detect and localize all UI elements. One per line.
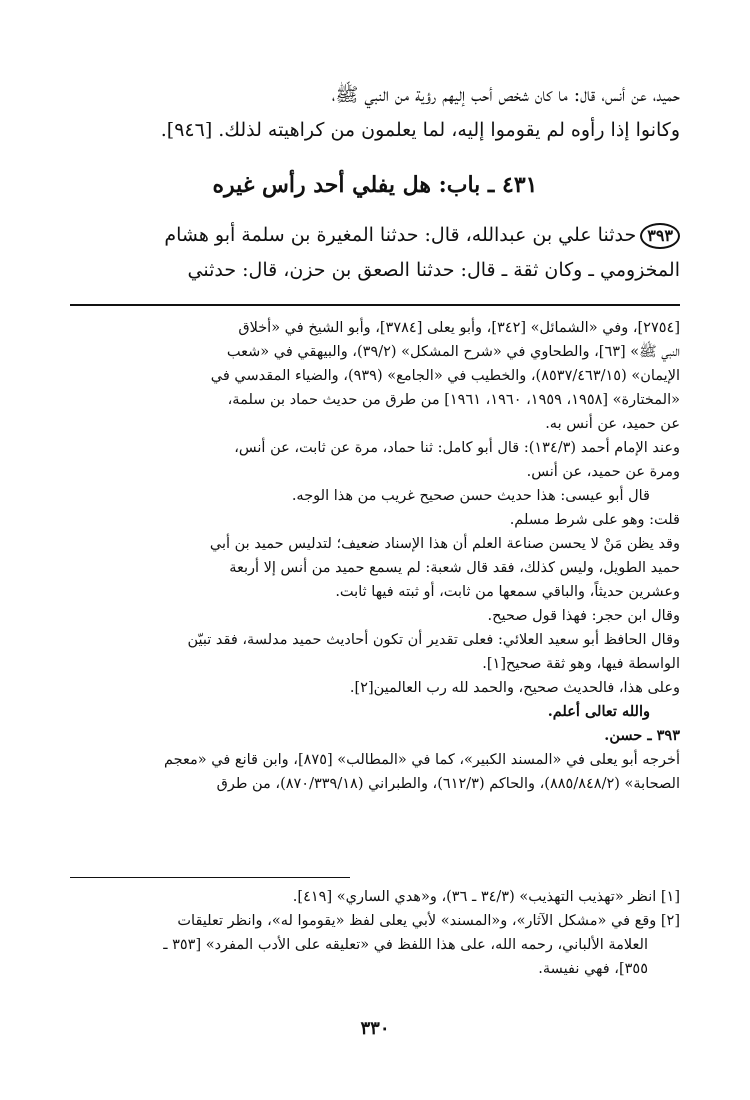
note-line: والله تعالى أعلم. [547,703,650,720]
note-line: قلت: وهو على شرط مسلم. [509,512,680,528]
hadith-number-badge: ٣٩٣ [640,223,680,249]
text-line: حميد، عن أنس، قال: ما كان شخص أحب إليهم رؤية من النبي ﷺ، [331,84,680,106]
footnotes [70,885,680,981]
footnote-1: [١] انظر «تهذيب التهذيب» (٣٤/٣ ـ ٣٦)، و«هدي الساري» [٤١٩]. [292,889,680,905]
footnote-2-continued: العلامة الألباني، رحمه الله، على هذا اللفظ في «تعليقه على الأدب المفرد» [٣٥٣ ـ [163,937,648,953]
note-line: الصحابة» (٨٨٥/٨٤٨/٢)، والحاكم (٦١٢/٣)، والطبراني (٨٧٠/٣٣٩/١٨)، من طرق [216,776,680,792]
note-line: وعلى هذا، فالحديث صحيح، والحمد لله رب العالمين[٢]. [349,680,680,696]
hadith-text [70,218,680,288]
note-line: ومرة عن حميد، عن أنس. [526,464,680,480]
hadith-line-1: حدثنا علي بن عبدالله، قال: حدثنا المغيرة بن سلمة أبو هشام [164,224,637,246]
note-line: وقال ابن حجر: فهذا قول صحيح. [487,608,680,624]
note-line: ٣٩٣ ـ حسن. [604,727,680,744]
hadith-line-2: المخزومي ـ وكان ثقة ـ قال: حدثنا الصعق بن حزن، قال: حدثني [187,259,680,281]
note-line: حميد الطويل، وليس كذلك، فقد قال شعبة: لم يسمع حميد من أنس إلا أربعة [229,560,680,576]
note-line: وعند الإمام أحمد (١٣٤/٣): قال أبو كامل: ثنا حماد، مرة عن ثابت، عن أنس، [234,440,680,456]
text-line [70,218,680,253]
note-line: عن حميد، عن أنس به. [545,416,680,432]
note-line: الواسطة فيها، وهو ثقة صحيح[١]. [482,656,680,672]
note-line: الإيمان» (٨٥٣٧/٤٦٣/١٥)، والخطيب في «الجامع» (٩٣٩)، والضياء المقدسي في [210,368,680,384]
note-line: وقد يظن مَنْ لا يحسن صناعة العلم أن هذا الإسناد ضعيف؛ لتدليس حميد بن أبي [209,536,680,552]
note-line: قال أبو عيسى: هذا حديث حسن صحيح غريب من هذا الوجه. [291,488,650,504]
note-line: وقال الحافظ أبو سعيد العلائي: فعلى تقدير أن تكون أحاديث حميد مدلسة، فقد تبيّن [187,632,680,648]
note-line: [٢٧٥٤]، وفي «الشمائل» [٣٤٢]، وأبو يعلى [٣٧٨٤]، وأبو الشيخ في «أخلاق [238,320,680,336]
notes-divider [70,304,680,306]
note-line: النبي ﷺ» [٦٣]، والطحاوي في «شرح المشكل» (٣٩/٢)، والبيهقي في «شعب [226,344,680,360]
footnote-2: [٢] وقع في «مشكل الآثار»، و«المسند» لأبي يعلى لفظ «يقوموا له»، وانظر تعليقات [177,913,680,929]
note-line: وعشرين حديثاً، والباقي سمعها من ثابت، أو ثبته فيها ثابت. [335,584,680,600]
note-line: أخرجه أبو يعلى في «المسند الكبير»، كما في «المطالب» [٨٧٥]، وابن قانع في «معجم [163,752,680,768]
main-text-continuation [70,78,680,148]
chapter-heading: ٤٣١ ـ باب: هل يفلي أحد رأس غيره [212,172,538,198]
footnote-2-continued: ٣٥٥]، فهي نفيسة. [538,961,648,977]
text-line: وكانوا إذا رأوه لم يقوموا إليه، لما يعلمون من كراهيته لذلك. [٩٤٦]. [160,119,680,141]
page-number: ٣٣٠ [360,1018,390,1039]
commentary-notes [70,316,680,796]
note-line: «المختارة» [١٩٥٨، ١٩٥٩، ١٩٦٠، ١٩٦١] من طرق من حديث حماد بن سلمة، [227,392,680,408]
footnote-divider [70,877,350,878]
